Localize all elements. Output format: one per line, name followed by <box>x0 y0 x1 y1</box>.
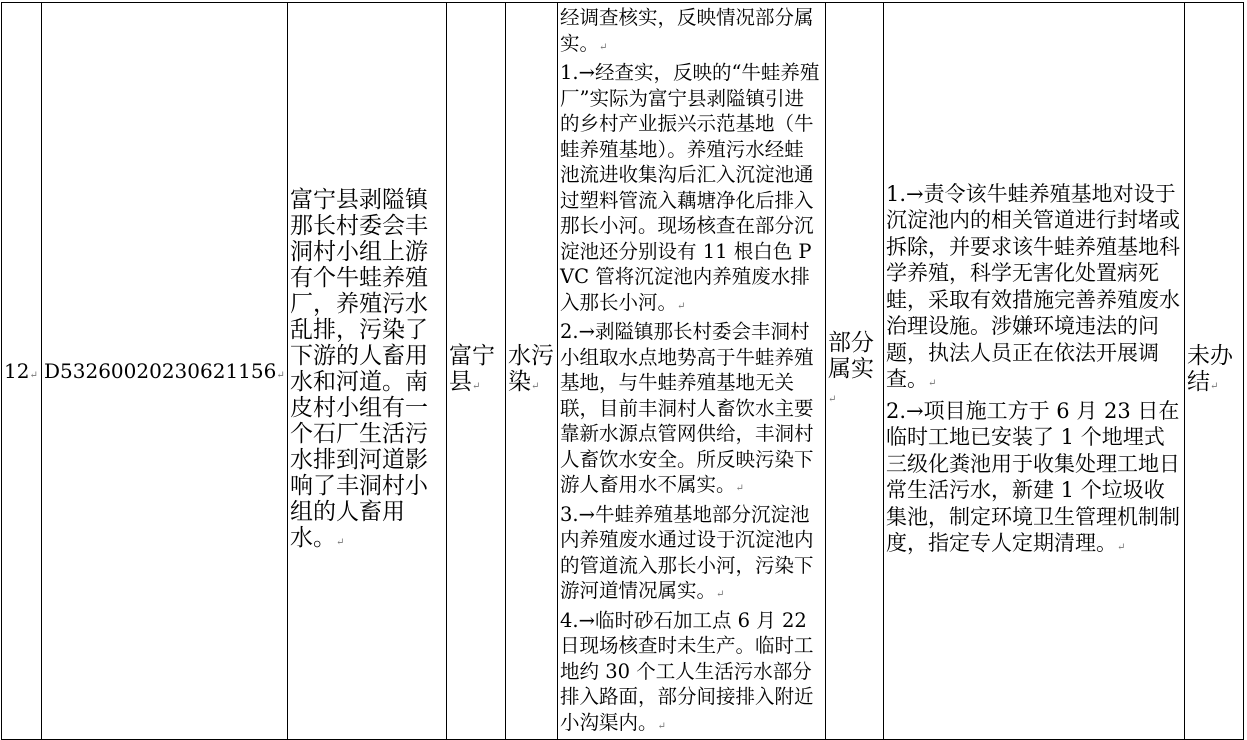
paragraph-mark-icon: ↵ <box>1117 542 1126 553</box>
region-cell <box>447 3 506 740</box>
pollution-type-cell <box>506 3 558 740</box>
paragraph-mark-icon: ↵ <box>716 589 725 600</box>
table-row <box>2 3 1244 740</box>
finding-item-4: 4.→临时砂石加工点 6 月 22 日现场核查时未生产。临时工地约 30 个工人生活污水部分排入路面，部分间接排入附近小沟渠内。↵ <box>560 608 814 734</box>
paragraph-mark-icon: ↵ <box>828 393 837 405</box>
finding-summary: 经调查核实，反映情况部分属实。↵ <box>560 6 814 55</box>
complaint-text: 富宁县剥隘镇那长村委会丰洞村小组上游有个牛蛙养殖厂，养殖污水乱排，污染了下游的人畜用水和河道。南皮村小组有一个石厂生活污水排到河道影响了丰洞村小组的人畜用水。 <box>290 186 428 551</box>
actions-cell <box>884 3 1185 740</box>
pollution-type-text: 水污染 <box>508 342 554 395</box>
finding-item-1: 1.→经查实，反映的“牛蛙养殖厂”实际为富宁县剥隘镇引进的乡村产业振兴示范基地（牛蛙养殖基地）。养殖污水经蛙池流进收集沟后汇入沉淀池通过塑料管流入藕塘净化后排入那长小河。现场核查在部分沉淀池还分别设有 11 根白色 PVC 管将沉淀池内养殖废水排入那长小河。↵ <box>560 61 820 314</box>
complaint-cell <box>288 3 447 740</box>
action-item-2: 2.→项目施工方于 6 月 23 日在临时工地已安装了 1 个地埋式三级化粪池用于收集处理工地日常生活污水，新建 1 个垃圾收集池，制定环境卫生管理机制制度，指定专人定期清理。↵ <box>886 398 1180 555</box>
paragraph-mark-icon: ↵ <box>276 370 285 381</box>
paragraph-mark-icon: ↵ <box>735 483 744 494</box>
case-id-cell <box>42 3 288 740</box>
status-cell <box>1185 3 1244 740</box>
paragraph-mark-icon: ↵ <box>928 378 937 389</box>
case-id: D5326002023062115​6 <box>44 359 277 383</box>
paragraph-mark-icon: ↵ <box>677 300 686 312</box>
paragraph-mark-icon: ↵ <box>657 720 666 732</box>
seq-number: 12 <box>4 359 30 383</box>
paragraph-mark-icon: ↵ <box>531 380 540 392</box>
paragraph-mark-icon: ↵ <box>1210 380 1219 392</box>
finding-item-2: 2.→剥隘镇那长村委会丰洞村小组取水点地势高于牛蛙养殖基地，与牛蛙养殖基地无关联，目前丰洞村人畜饮水主要靠新水源点管网供给，丰洞村人畜饮水安全。所反映污染下游人畜用水不属实。↵ <box>560 320 814 496</box>
verdict-cell <box>826 3 884 740</box>
action-item-1: 1.→责令该牛蛙养殖基地对设于沉淀池内的相关管道进行封堵或拆除，并要求该牛蛙养殖基地科学养殖，科学无害化处置病死蛙，采取有效措施完善养殖废水治理设施。涉嫌环境违法的问题，执法人员正在依法开展调查。↵ <box>886 181 1180 391</box>
region-text: 富宁县 <box>449 342 495 395</box>
paragraph-mark-icon: ↵ <box>336 536 345 548</box>
verdict-text: 部分属实 <box>828 329 874 382</box>
paragraph-mark-icon: ↵ <box>599 41 608 53</box>
finding-item-3: 3.→牛蛙养殖基地部分沉淀池内养殖废水通过设于沉淀池内的管道流入那长小河，污染下游河道情况属实。↵ <box>560 502 814 602</box>
case-table <box>1 2 1244 740</box>
findings-cell <box>558 3 826 740</box>
seq-cell <box>2 3 42 740</box>
status-text: 未办结 <box>1187 342 1233 395</box>
paragraph-mark-icon: ↵ <box>472 380 481 392</box>
paragraph-mark-icon: ↵ <box>29 370 38 381</box>
